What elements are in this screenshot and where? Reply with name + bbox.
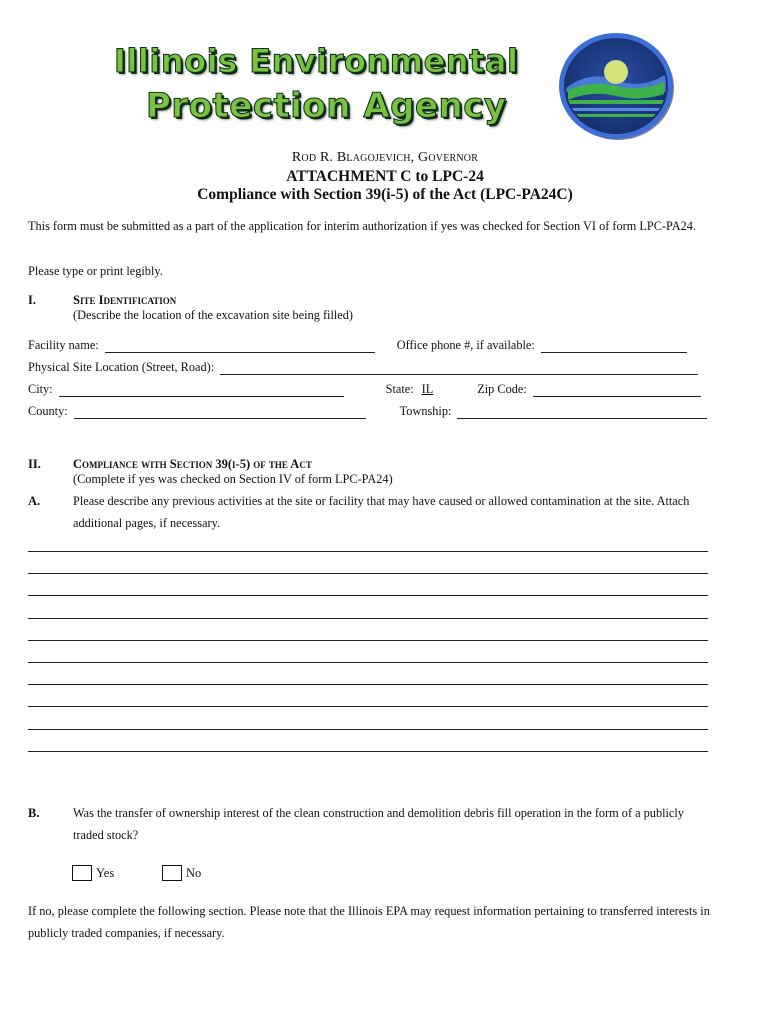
- agency-logo: [108, 30, 678, 142]
- form-subtitle: Compliance with Section 39(i-5) of the Act (LPC-PA24C): [197, 186, 573, 203]
- zip-code-label: Zip Code:: [477, 382, 527, 396]
- answer-line[interactable]: [28, 640, 708, 641]
- closing-paragraph: If no, please complete the following section. Please note that the Illinois EPA may request information pertaining to transferred interests in publicly traded companies, if necessary.: [28, 904, 710, 940]
- answer-line[interactable]: [28, 551, 708, 552]
- city-row: [28, 381, 708, 397]
- facility-row: [28, 337, 708, 353]
- office-phone-field[interactable]: [541, 339, 687, 353]
- legibility-note: Please type or print legibly.: [28, 264, 163, 278]
- answer-line[interactable]: [28, 729, 708, 730]
- logo-wordmark-line1: Illinois Environmental: [114, 42, 519, 80]
- office-phone-label: Office phone #, if available:: [396, 338, 535, 352]
- answer-line[interactable]: [28, 662, 708, 663]
- county-field[interactable]: [74, 405, 366, 419]
- no-option[interactable]: [162, 864, 201, 882]
- city-field[interactable]: [59, 383, 344, 397]
- section-1-heading: Site Identification: [73, 293, 177, 307]
- city-label: City:: [28, 382, 53, 396]
- answer-line[interactable]: [28, 706, 708, 707]
- section-1-number: I.: [28, 293, 36, 307]
- location-row: [28, 359, 708, 375]
- yes-label: Yes: [96, 865, 115, 880]
- county-row: [28, 403, 708, 419]
- section-2-number: II.: [28, 457, 41, 471]
- answer-line[interactable]: [28, 618, 708, 619]
- state-label: State:: [385, 382, 414, 396]
- facility-name-label: Facility name:: [28, 338, 99, 352]
- section-1-header: [73, 293, 723, 323]
- facility-name-field[interactable]: [105, 339, 375, 353]
- section-1-subheading: (Describe the location of the excavation site being filled): [73, 308, 353, 322]
- logo-wordmark-line2: Protection Agency: [146, 86, 507, 126]
- item-a-letter: A.: [28, 494, 41, 508]
- answer-line[interactable]: [28, 595, 708, 596]
- no-checkbox[interactable]: [162, 865, 182, 881]
- yes-option[interactable]: [72, 864, 114, 882]
- item-b-text: Was the transfer of ownership interest of the clean construction and demolition debris fill operation in the form of a publicly traded stock?: [73, 806, 684, 842]
- township-label: Township:: [399, 404, 452, 418]
- answer-line[interactable]: [28, 573, 708, 574]
- intro-paragraph: This form must be submitted as a part of the application for interim authorization if yes was checked for Section VI of form LPC-PA24.: [28, 219, 696, 233]
- yes-checkbox[interactable]: [72, 865, 92, 881]
- section-2-heading: Compliance with Section 39(i-5) of the Act: [73, 457, 312, 471]
- form-title: ATTACHMENT C to LPC-24: [286, 168, 484, 185]
- item-a-text: Please describe any previous activities at the site or facility that may have caused or allowed contamination at the site. Attach additional pages, if necessary.: [73, 494, 690, 530]
- item-b-letter: B.: [28, 806, 40, 820]
- section-2-header: [73, 457, 723, 487]
- township-field[interactable]: [457, 405, 707, 419]
- state-value: IL: [421, 382, 434, 396]
- no-label: No: [186, 865, 202, 880]
- county-label: County:: [28, 404, 68, 418]
- section-2-subheading: (Complete if yes was checked on Section IV of form LPC-PA24): [73, 472, 393, 486]
- governor-line: Rod R. Blagojevich, Governor: [291, 150, 479, 165]
- site-location-field[interactable]: [220, 361, 698, 375]
- zip-code-field[interactable]: [533, 383, 701, 397]
- agency-seal-icon: [554, 30, 678, 142]
- answer-line[interactable]: [28, 751, 708, 752]
- answer-line[interactable]: [28, 684, 708, 685]
- site-location-label: Physical Site Location (Street, Road):: [28, 360, 215, 374]
